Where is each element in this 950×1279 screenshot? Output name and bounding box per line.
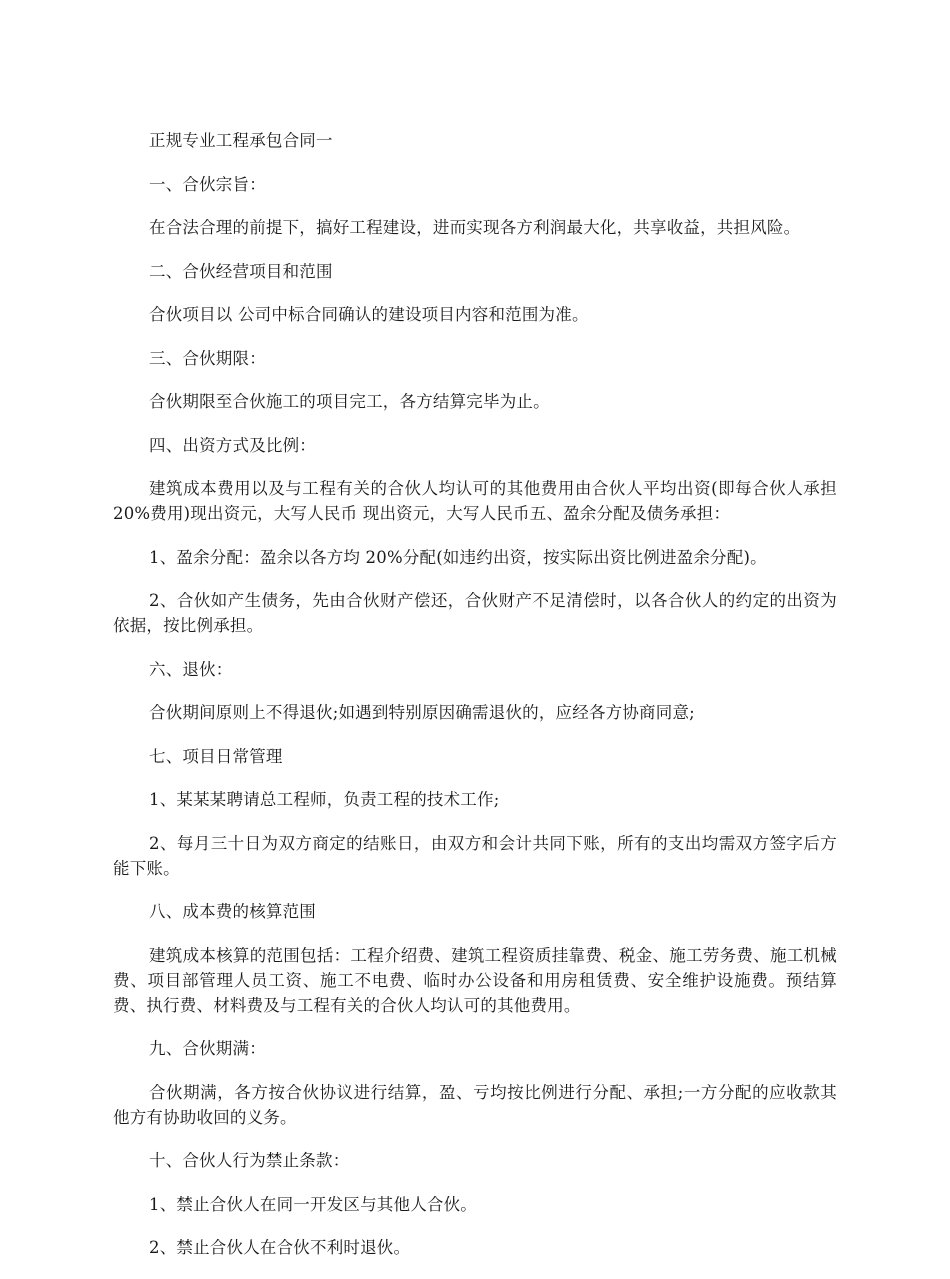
document-body — [113, 128, 837, 1279]
section-heading-2: 二、合伙经营项目和范围 — [149, 261, 333, 281]
section-body-4: 建筑成本费用以及与工程有关的合伙人均认可的其他费用由合伙人平均出资(即每合伙人承担 20%费用)现出资元，大写人民币 现出资元，大写人民币五、盈余分配及债务承担： — [113, 479, 837, 523]
section-heading-3: 三、合伙期限： — [149, 348, 266, 368]
section-body-1: 在合法合理的前提下，搞好工程建设，进而实现各方利润最大化，共享收益，共担风险。 — [149, 218, 801, 237]
section-heading-8: 八、成本费的核算范围 — [149, 902, 316, 921]
section-body-3: 合伙期限至合伙施工的项目完工，各方结算完毕为止。 — [149, 392, 550, 411]
section-body-10-item-1: 1、禁止合伙人在同一开发区与其他人合伙。 — [149, 1194, 477, 1214]
section-body-10-item-2: 2、禁止合伙人在合伙不利时退伙。 — [149, 1238, 411, 1257]
section-body-9: 合伙期满，各方按合伙协议进行结算，盈、亏均按比例进行分配、承担;一方分配的应收款其他方有协助收回的义务。 — [113, 1082, 837, 1127]
section-body-5-item-2: 2、合伙如产生债务，先由合伙财产偿还，合伙财产不足清偿时，以各合伙人的约定的出资为依据，按比例承担。 — [113, 591, 837, 635]
section-heading-1: 一、合伙宗旨： — [149, 174, 266, 194]
section-body-6: 合伙期间原则上不得退伙;如遇到特别原因确需退伙的，应经各方协商同意; — [149, 703, 695, 722]
section-heading-6: 六、退伙： — [149, 659, 233, 679]
section-body-2: 合伙项目以 公司中标合同确认的建设项目内容和范围为准。 — [149, 305, 589, 324]
section-heading-7: 七、项目日常管理 — [149, 746, 283, 766]
section-heading-9: 九、合伙期满： — [149, 1039, 266, 1058]
document-title: 正规专业工程承包合同一 — [149, 131, 333, 150]
section-body-7-item-1: 1、某某某聘请总工程师，负责工程的技术工作; — [149, 790, 500, 809]
section-body-7-item-2: 2、每月三十日为双方商定的结账日，由双方和会计共同下账，所有的支出均需双方签字后方能下账。 — [113, 833, 837, 878]
section-heading-10: 十、合伙人行为禁止条款： — [149, 1151, 350, 1170]
section-heading-4: 四、出资方式及比例： — [149, 435, 316, 455]
section-body-5-item-1: 1、盈余分配：盈余以各方均 20%分配(如违约出资，按实际出资比例进盈余分配)。 — [149, 547, 767, 567]
section-body-8: 建筑成本核算的范围包括：工程介绍费、建筑工程资质挂靠费、税金、施工劳务费、施工机械费、项目部管理人员工资、施工不电费、临时办公设备和用房租赁费、安全维护设施费。预结算费、执行费、材料费及与工程有关的合伙人均认可的其他费用。 — [113, 945, 837, 1015]
